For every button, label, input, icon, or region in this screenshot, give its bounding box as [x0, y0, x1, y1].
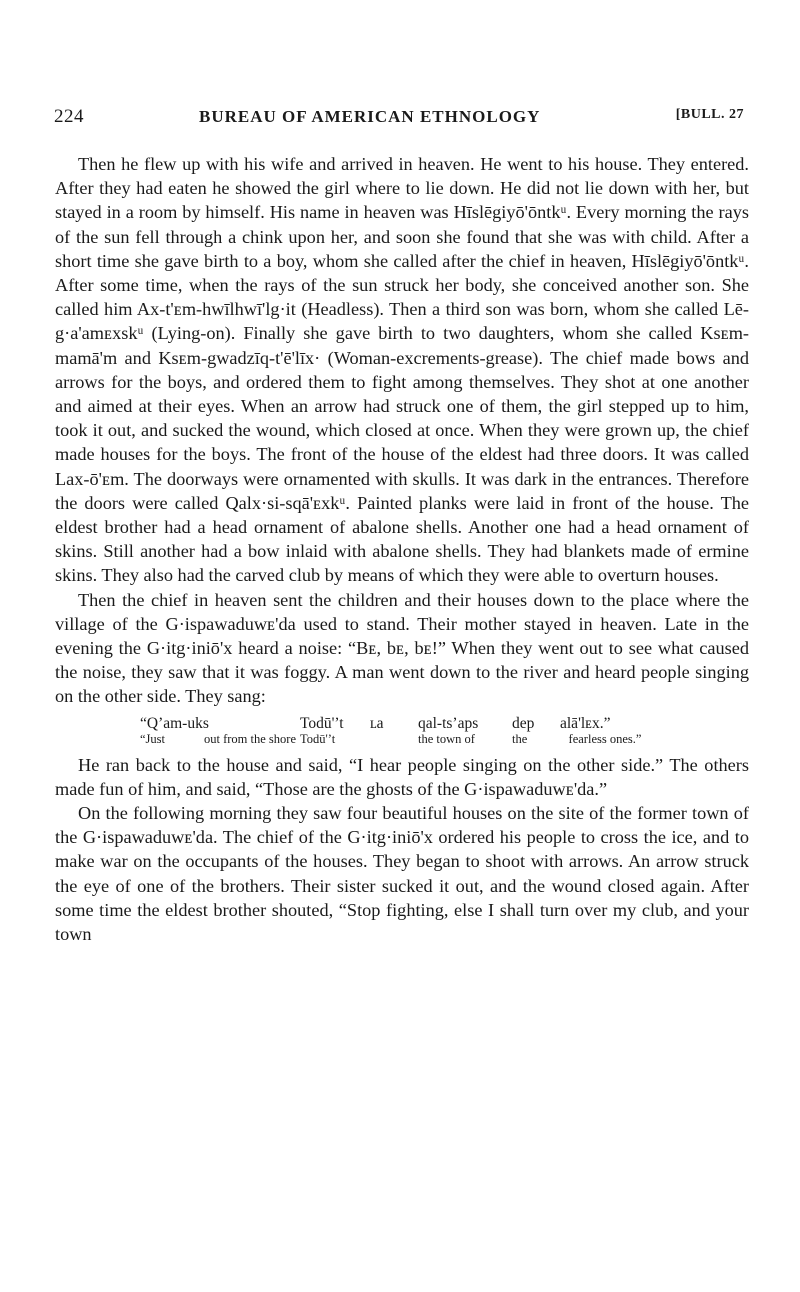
song-gloss-line — [55, 733, 749, 746]
running-header — [54, 106, 744, 132]
paragraph: On the following morning they saw four beautiful houses on the site of the former town of the G·ispawaduwᴇ'da. The chief of the G·itg·iniō'x ordered his people to cross the ice, and to make war on the occupants of the houses. They began to shoot with arrows. An arrow struck the eye of one of the brothers. Their sister sucked it out, and the wound closed again. After some time the eldest brother shouted, “Stop fighting, else I shall turn over my club, and your town — [55, 803, 749, 945]
gloss-word: “Just — [140, 731, 165, 746]
gloss-word: out from the shore — [204, 731, 296, 746]
song-native-line — [55, 714, 749, 733]
paragraph: He ran back to the house and said, “I hear people singing on the other side.” The others made fun of him, and said, “Those are the ghosts of the G·ispawaduwᴇ'da.” — [55, 754, 749, 799]
song-interlinear — [55, 714, 749, 746]
gloss-word: fearless ones.” — [568, 731, 642, 746]
gloss-word: the town of — [418, 731, 475, 746]
bulletin-reference: [BULL. 27 — [675, 107, 744, 122]
song-word: Todū'’t — [300, 714, 344, 732]
song-word: dep — [512, 714, 535, 732]
song-word: ʟa — [370, 714, 384, 732]
song-word: alā'lᴇx.” — [560, 714, 611, 732]
body-text — [55, 152, 749, 946]
gloss-word: Todū'’t — [300, 731, 336, 746]
song-word: qal-ts’aps — [418, 714, 479, 732]
running-title: BUREAU OF AMERICAN ETHNOLOGY — [199, 107, 541, 126]
gloss-word: the — [512, 731, 528, 746]
song-word: “Q’am-uks — [140, 714, 209, 732]
paragraph: Then he flew up with his wife and arrived in heaven. He went to his house. They entered. After they had eaten he showed the girl where to lie down. He did not lie down with her, but stayed in a room by himself. His name in heaven was Hīslēgiyō'ōntkᵘ. Every morning the rays of the sun fell through a chink upon her, and soon she found that she was with child. After a short time she gave birth to a boy, whom she called after the chief in heaven, Hīslēgiyō'ōntkᵘ. After some time, when the rays of the sun struck her body, she conceived another son. She called him Ax-t'ᴇm-hwīlhwī'lg·it (Headless). Then a third son was born, whom she called Lē-g·a'amᴇxskᵘ (Lying-on). Finally she gave birth to two daughters, whom she called Ksᴇm-mamā'm and Ksᴇm-gwadzīq-t'ē'līx· (Woman-excrements-grease). The chief made bows and arrows for the boys, and ordered them to fight among themselves. They shot at one another and aimed at their eyes. When an arrow had struck one of them, the girl stepped up to him, took it out, and sucked the wound, which closed at once. When they were grown up, the chief made houses for the boys. The front of the house of the eldest had three doors. It was called Lax-ō'ᴇm. The doorways were ornamented with skulls. It was dark in the entrances. Therefore the doors were called Qalx·si-sqā'ᴇxkᵘ. Painted planks were laid in front of the house. The eldest brother had a head ornament of abalone shells. Another one had a head ornament of skins. Still another had a bow inlaid with abalone shells. They had blankets made of ermine skins. They also had the carved club by means of which they were able to overturn houses. — [55, 154, 749, 586]
page-number: 224 — [54, 106, 84, 127]
paragraph: Then the chief in heaven sent the children and their houses down to the place where the village of the G·ispawaduwᴇ'da used to stand. Their mother stayed in heaven. Late in the evening the G·itg·iniō'x heard a noise: “Bᴇ, bᴇ, bᴇ!” When they went out to see what caused the noise, they saw that it was foggy. A man went down to the river and heard people singing on the other side. They sang: — [55, 589, 749, 707]
